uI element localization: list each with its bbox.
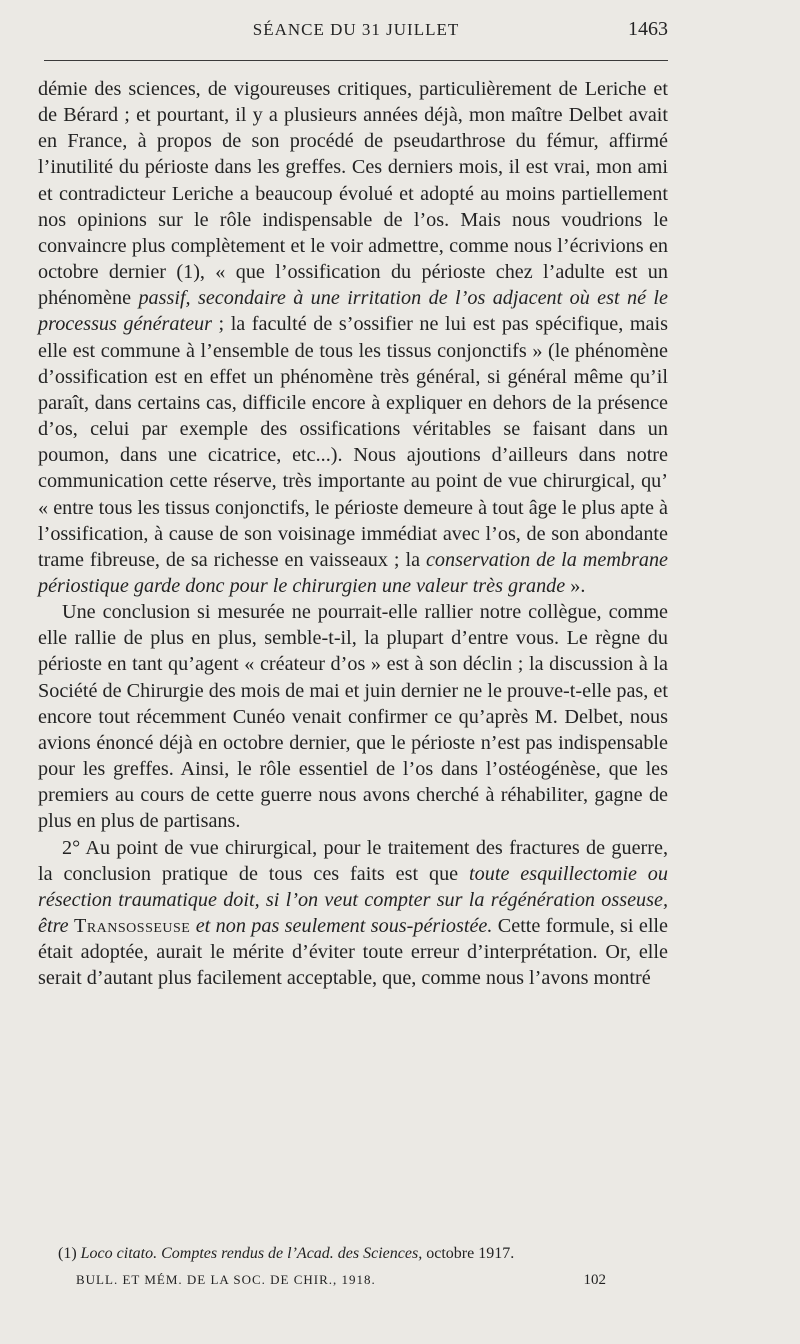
journal-footer	[76, 1272, 606, 1288]
text-run: Transosseuse	[74, 915, 191, 937]
page-number: 1463	[628, 18, 668, 40]
text-run: conservation de la membrane périostique garde donc pour le chirurgien une valeur très grande	[38, 548, 668, 597]
paragraph	[38, 599, 668, 834]
running-title: SÉANCE DU 31 JUILLET	[252, 20, 460, 39]
header-rule	[44, 60, 668, 61]
running-header	[44, 14, 668, 44]
text-run: et non pas seulement sous-périostée.	[190, 915, 493, 937]
text-run: Cette formule, si elle était adoptée, aurait le mérite d’éviter toute erreur d’interprétation. Or, elle serait d’autant plus facilement acceptable, que, comme nous l’avons montré	[38, 915, 668, 990]
text-run: toute esquillectomie ou résection traumatique doit, si l’on veut compter sur la régénération osseuse, être	[38, 862, 668, 937]
paragraph	[38, 835, 668, 992]
footnote-date: octobre 1917.	[422, 1245, 515, 1262]
text-run: 2° Au point de vue chirurgical, pour le traitement des fractures de guerre, la conclusion pratique de tous ces faits est que	[38, 836, 668, 885]
footnote-citation: Loco citato. Comptes rendus de l’Acad. des Sciences,	[80, 1245, 423, 1262]
footnote-marker: (1)	[58, 1245, 77, 1262]
text-run: ; la faculté de s’ossifier ne lui est pas spécifique, mais elle est commune à l’ensemble de tous les tissus conjonctifs » (le phénomène d’ossification est en effet un phénomène très général, si général même qu’il paraît, dans certains cas, difficile encore à expliquer en dehors de la présence d’os, celui par exemple des ossifications véritables se faisant dans un poumon, dans une cicatrice, etc...). Nous ajoutions d’ailleurs dans notre communication cette réserve, très importante au point de vue chirurgical, qu’ « entre tous les tissus conjonctifs, le périoste demeure à tout âge le plus apte à l’ossification, à cause de son voisinage immédiat avec l’os, de son abondante trame fibreuse, de sa richesse en vaisseaux ; la	[38, 313, 668, 571]
sheet-number: 102	[583, 1272, 606, 1288]
journal-name: BULL. ET MÉM. DE LA SOC. DE CHIR., 1918.	[76, 1272, 376, 1287]
text-run: passif, secondaire à une irritation de l’os adjacent où est né le processus générateur	[38, 287, 668, 336]
text-run: Une conclusion si mesurée ne pourrait-elle rallier notre collègue, comme elle rallie de plus en plus, semble-t-il, la plupart d’entre vous. Le règne du périoste en tant qu’agent « créateur d’os » est à son déclin ; la discussion à la Société de Chirurgie des mois de mai et juin dernier ne le prouve-t-elle pas, et encore tout récemment Cunéo venait confirmer ce qu’après M. Delbet, nous avions énoncé déjà en octobre dernier, que le périoste n’est pas indispensable pour les greffes. Ainsi, le rôle essentiel de l’os dans l’ostéogénèse, que les premiers au cours de cette guerre nous avons cherché à réhabiliter, gagne de plus en plus de partisans.	[38, 601, 668, 833]
footnote	[58, 1244, 668, 1264]
text-run: démie des sciences, de vigoureuses critiques, particulièrement de Leriche et de Bérard ; et pourtant, il y a plusieurs années déjà, mon maître Delbet avait en France, à propos de son procédé de pseudarthrose du fémur, affirmé l’inutilité du périoste dans les greffes. Ces derniers mois, il est vrai, mon ami et contradicteur Leriche a beaucoup évolué et adopté au moins partiellement nos opinions sur le rôle indispensable de l’os. Mais nous voudrions le convaincre plus complètement et le voir admettre, comme nous l’écrivions en octobre dernier (1), « que l’ossification du périoste chez l’adulte est un phénomène	[38, 78, 668, 310]
text-run: ».	[565, 574, 586, 597]
body-text	[38, 76, 668, 991]
paragraph	[38, 76, 668, 599]
